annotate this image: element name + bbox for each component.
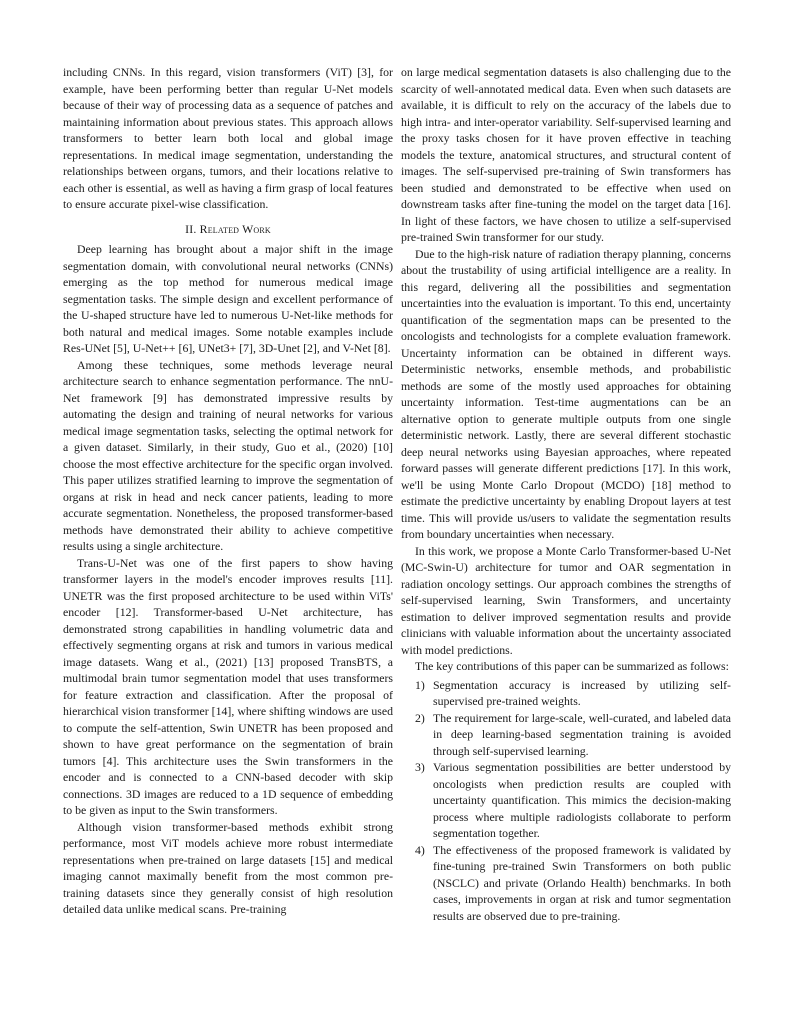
paragraph-continuation: on large medical segmentation datasets is also challenging due to the scarcity of well-annotated medical data. Even when such datasets are available, it is difficult to rely on the accuracy of the labels due to high intra- and inter-operator variability. Self-supervised learning and the proxy tasks chosen for it have proven effective in teaching models the texture, anatomical structures, and structural content of images. The self-supervised pre-training of Swin transformers has been studied and demonstrated to be effective when used on downstream tasks after fine-tuning the model on the target data [16]. In light of these factors, we have chosen to utilize a self-supervised pre-trained Swin transformer for our study. — [401, 65, 731, 244]
paragraph-continuation: including CNNs. In this regard, vision transformers (ViT) [3], for example, have been performing better than regular U-Net models because of their way of processing data as a sequence of patches and maintaining information about previous states. This approach allows transformers to better learn both local and global image representations. In medical image segmentation, understanding the relationships between organs, tumors, and their locations relative to each other is essential, as well as having a firm grasp of local features to ensure accurate pixel-wise classification. — [63, 65, 393, 211]
paragraph: The key contributions of this paper can be summarized as follows: — [415, 659, 729, 673]
paragraph: In this work, we propose a Monte Carlo Transformer-based U-Net (MC-Swin-U) architecture for tumor and OAR segmentation in radiation oncology settings. Our approach combines the strengths of self-supervised learning, Swin Transformers, and uncertainty estimation to deliver improved segmentation results and provide clinicians with valuable information about the uncertainty associated with model predictions. — [401, 543, 731, 657]
paragraph: Deep learning has brought about a major shift in the image segmentation domain, with convolutional neural networks (CNNs) emerging as the top method for numerous medical image segmentation tasks. The simple design and excellent performance of the U-shaped structure have led to numerous U-Net-like methods for both natural and medical images. Some notable examples include Res-UNet [5], U-Net++ [6], UNet3+ [7], 3D-Unet [2], and V-Net [8]. — [63, 242, 393, 355]
list-item — [401, 677, 731, 710]
left-column — [63, 64, 393, 918]
list-number: 2) — [415, 710, 425, 725]
list-item — [401, 842, 731, 925]
right-column — [401, 64, 731, 924]
paragraph: Although vision transformer-based methods exhibit strong performance, most ViT models achieve more robust intermediate representations when pre-trained on large datasets [15] and medical imaging cannot maximally benefit from the most common pre-training datasets since they generally consist of high resolution detailed data unlike medical scans. Pre-training — [63, 819, 393, 916]
list-item-text: The effectiveness of the proposed framework is validated by fine-tuning pre-trained Swin Transformers on both public (NSCLC) and private (Orlando Health) benchmarks. In both cases, improvements in organ at risk and tumor segmentation results are observed due to pre-training. — [433, 842, 731, 923]
list-item-text: The requirement for large-scale, well-curated, and labeled data in deep learning-based segmentation training is avoided through self-supervised learning. — [433, 710, 731, 758]
list-number: 3) — [415, 760, 425, 774]
paragraph: Trans-U-Net was one of the first papers to show having transformer layers in the model's encoder improves results [11]. UNETR was the first proposed architecture to be used within ViTs' encoder [12]. Transformer-based U-Net architecture, has demonstrated strong capabilities in handling volumetric data and effectively segmenting organs at risk and tumors in various medical image datasets. Wang et al., (2021) [13] proposed TransBTS, a multimodal brain tumor segmentation model that uses transformers for feature extraction and classification. After the proposal of hierarchical vision transformer [14], where shifting windows are used to compute the self-attention, Swin UNETR has been proposed and shown to have great performance on the segmentation of brain tumors [4]. This architecture uses the Swin transformers in the encoder and is connected to a CNN-based decoder with skip connections. 3D images are reduced to a 1D sequence of embedding to be given as input to the Swin transformers. — [63, 555, 393, 817]
list-item-text: Various segmentation possibilities are better understood by oncologists when prediction results are coupled with uncertainty quantification. This mimics the decision-making process where multiple radiologists collaborate to perform segmentation together. — [433, 760, 731, 840]
paragraph: Among these techniques, some methods leverage neural architecture search to enhance segmentation performance. The nnU-Net framework [9] has demonstrated impressive results by automating the design and training of neural networks for various medical image segmentation tasks, selecting the optimal network for a given dataset. Similarly, in their study, Guo et al., (2020) [10] choose the most effective architecture for the specific organ involved. This paper utilizes stratified learning to improve the segmentation of organs at risk in head and neck cancer patients, leading to more accurate segmentation. Nonetheless, the proposed transformer-based methods have demonstrated their ability to achieve competitive results using a single architecture. — [63, 357, 393, 553]
list-item — [401, 759, 731, 842]
list-item — [401, 710, 731, 760]
contributions-list — [401, 677, 731, 925]
paragraph: Due to the high-risk nature of radiation therapy planning, concerns about the trustability of using artificial intelligence are a reality. In this regard, delivering all the possibilities and segmentation uncertainties into the evaluation is important. To this end, uncertainty quantification of the segmentation maps can be presented to the oncologists and technologists for a complete evaluation framework. Uncertainty information can be obtained in different ways. Deterministic networks, ensemble methods, and probabilistic methods are some of the mostly used approaches for obtaining uncertainty information. Test-time augmentations can be an alternative option to generate multiple outputs from one single deterministic network. Lastly, there are several different stochastic deep neural networks using Bayesian approaches, where repeated forward passes will generate different predictions [17]. In this work, we'll be using Monte Carlo Dropout (MCDO) [18] method to estimate the predictive uncertainty by enabling Dropout layers at test time. This will provide us/users to validate the segmentation results from boundary uncertainties when necessary. — [401, 246, 731, 541]
list-number: 4) — [415, 842, 425, 857]
section-heading: II. Related Work — [185, 221, 271, 236]
list-item-text: Segmentation accuracy is increased by utilizing self-supervised pre-trained weights. — [433, 677, 731, 708]
list-number: 1) — [415, 677, 425, 692]
